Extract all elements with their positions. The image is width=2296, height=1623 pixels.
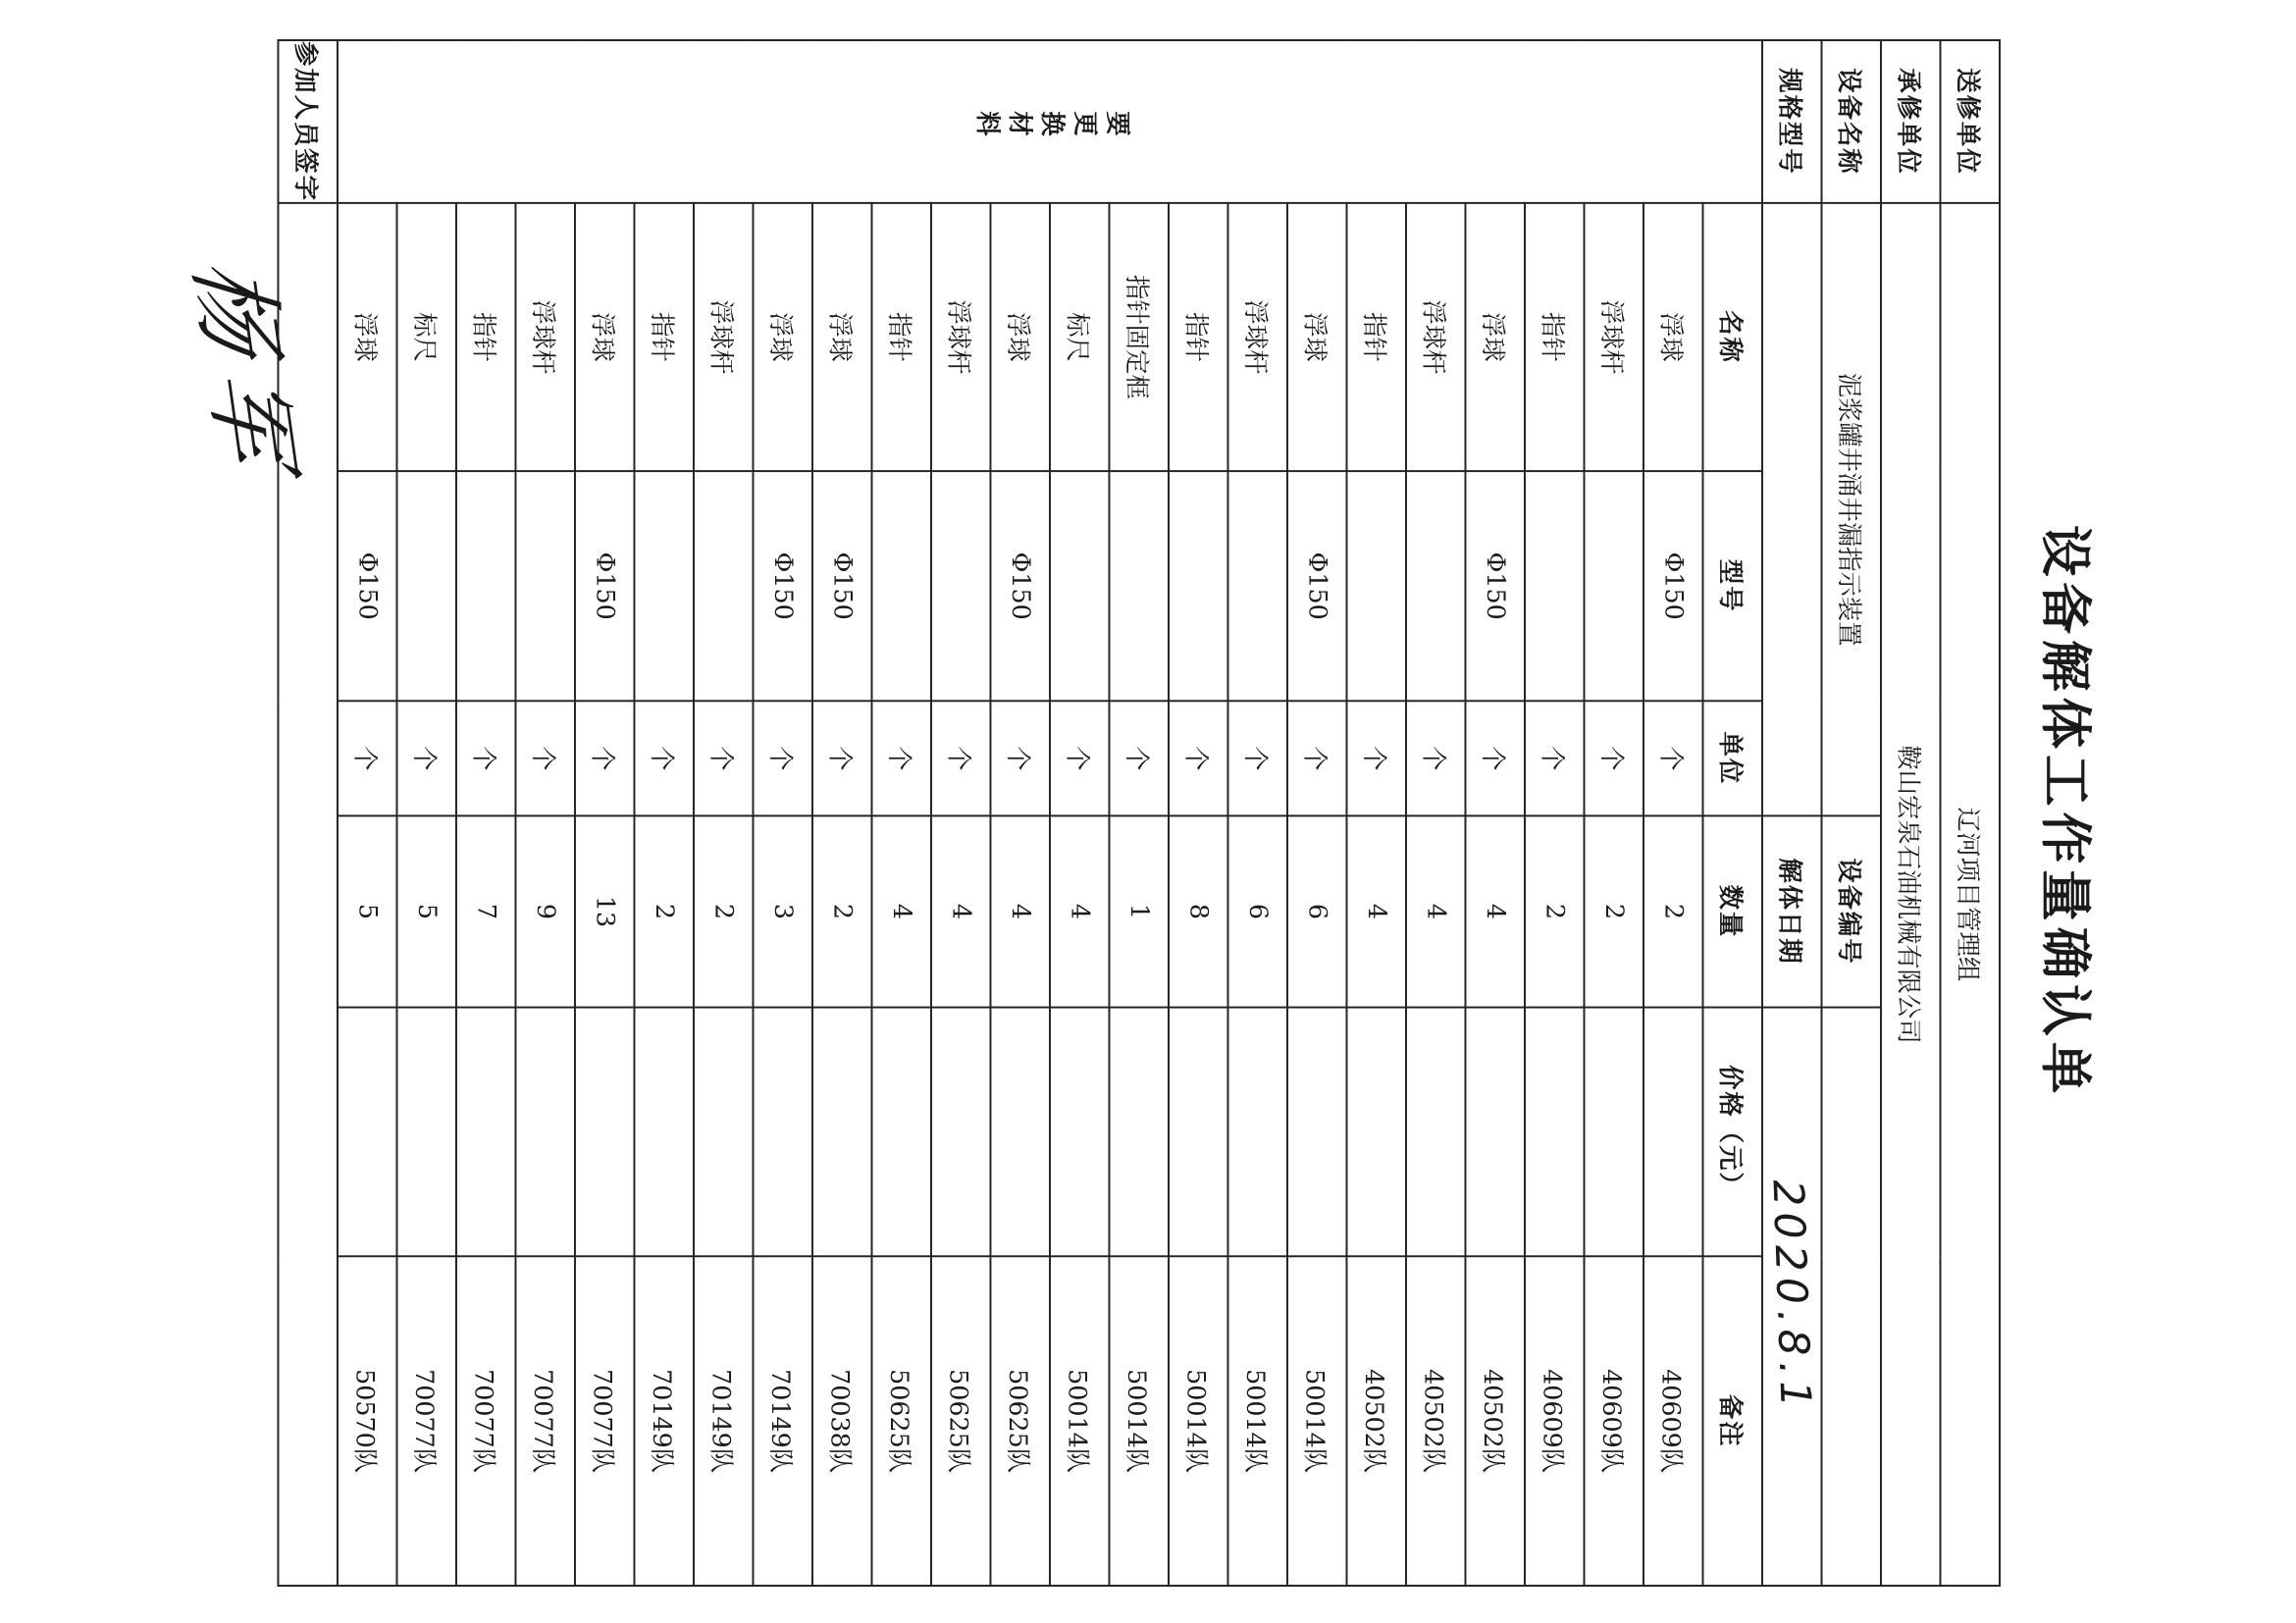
col-header-qty: 数量 xyxy=(1702,815,1762,1007)
material-row xyxy=(515,39,575,1585)
signature-label: 参加人员签字 xyxy=(278,39,338,202)
material-qty: 2 xyxy=(812,815,872,1007)
material-qty: 2 xyxy=(634,815,694,1007)
material-qty: 3 xyxy=(753,815,812,1007)
material-price xyxy=(1584,1007,1644,1256)
material-price xyxy=(456,1007,516,1256)
material-row xyxy=(1644,39,1703,1585)
row-sender xyxy=(1940,39,2000,1585)
material-unit: 个 xyxy=(456,701,516,815)
material-price xyxy=(1644,1007,1703,1256)
col-header-price: 价格（元） xyxy=(1702,1007,1762,1256)
signature-row xyxy=(278,39,338,1585)
material-row xyxy=(1050,39,1110,1585)
material-note: 40502队 xyxy=(1346,1256,1406,1586)
material-qty: 4 xyxy=(990,815,1050,1007)
material-name: 浮球 xyxy=(812,202,872,470)
material-price xyxy=(1050,1007,1110,1256)
material-price xyxy=(694,1007,754,1256)
material-model: Φ150 xyxy=(990,471,1050,701)
material-name: 浮球杆 xyxy=(1227,202,1287,470)
material-name: 指针固定框 xyxy=(1109,202,1169,470)
material-unit: 个 xyxy=(871,701,931,815)
material-note: 40502队 xyxy=(1406,1256,1466,1586)
material-note: 50014队 xyxy=(1287,1256,1347,1586)
material-note: 40609队 xyxy=(1584,1256,1644,1586)
material-model: Φ150 xyxy=(338,471,397,701)
material-row xyxy=(396,39,456,1585)
material-name: 浮球 xyxy=(753,202,812,470)
document-title: 设备解体工作量确认单 xyxy=(2035,524,2097,1099)
material-name: 浮球 xyxy=(1465,202,1525,470)
material-name: 指针 xyxy=(1169,202,1228,470)
material-name: 浮球 xyxy=(575,202,635,470)
material-model xyxy=(1050,471,1110,701)
material-qty: 2 xyxy=(1644,815,1703,1007)
material-price xyxy=(1287,1007,1347,1256)
material-row xyxy=(1584,39,1644,1585)
material-price xyxy=(931,1007,991,1256)
col-header-name: 名称 xyxy=(1702,202,1762,470)
material-price xyxy=(1109,1007,1169,1256)
material-model xyxy=(515,471,575,701)
material-price xyxy=(1169,1007,1228,1256)
materials-header-row xyxy=(1702,39,1762,1585)
material-qty: 4 xyxy=(871,815,931,1007)
material-name: 浮球杆 xyxy=(931,202,991,470)
col-header-note: 备注 xyxy=(1702,1256,1762,1586)
material-unit: 个 xyxy=(1644,701,1703,815)
material-price xyxy=(396,1007,456,1256)
material-row xyxy=(931,39,991,1585)
material-note: 70077队 xyxy=(515,1256,575,1586)
material-row xyxy=(1525,39,1585,1585)
sender-label: 送修单位 xyxy=(1940,39,2000,202)
material-note: 70149队 xyxy=(753,1256,812,1586)
material-qty: 4 xyxy=(1465,815,1525,1007)
material-note: 70077队 xyxy=(575,1256,635,1586)
material-row xyxy=(1169,39,1228,1585)
material-price xyxy=(1465,1007,1525,1256)
material-name: 指针 xyxy=(871,202,931,470)
material-qty: 1 xyxy=(1109,815,1169,1007)
material-name: 指针 xyxy=(1346,202,1406,470)
material-unit: 个 xyxy=(1050,701,1110,815)
material-name: 标尺 xyxy=(396,202,456,470)
material-qty: 2 xyxy=(1525,815,1585,1007)
material-unit: 个 xyxy=(1406,701,1466,815)
material-row xyxy=(753,39,812,1585)
material-name: 指针 xyxy=(1525,202,1585,470)
confirmation-table xyxy=(174,39,2000,1587)
material-model xyxy=(1346,471,1406,701)
material-note: 70149队 xyxy=(634,1256,694,1586)
material-model xyxy=(1406,471,1466,701)
material-unit: 个 xyxy=(1109,701,1169,815)
material-price xyxy=(990,1007,1050,1256)
material-model xyxy=(1584,471,1644,701)
material-qty: 8 xyxy=(1169,815,1228,1007)
material-unit: 个 xyxy=(753,701,812,815)
material-note: 70038队 xyxy=(812,1256,872,1586)
material-unit: 个 xyxy=(812,701,872,815)
material-model xyxy=(396,471,456,701)
material-name: 浮球 xyxy=(990,202,1050,470)
material-name: 标尺 xyxy=(1050,202,1110,470)
material-row xyxy=(1287,39,1347,1585)
material-note: 40502队 xyxy=(1465,1256,1525,1586)
handwritten-signature: 杨军 xyxy=(174,257,315,486)
material-price xyxy=(1227,1007,1287,1256)
material-name: 浮球杆 xyxy=(694,202,754,470)
material-note: 50014队 xyxy=(1109,1256,1169,1586)
material-name: 浮球杆 xyxy=(515,202,575,470)
material-model xyxy=(456,471,516,701)
device-name-value: 泥浆罐井涌井漏指示装置 xyxy=(1821,202,1881,815)
material-note: 70077队 xyxy=(456,1256,516,1586)
material-qty: 5 xyxy=(338,815,397,1007)
material-price xyxy=(1406,1007,1466,1256)
material-unit: 个 xyxy=(575,701,635,815)
material-qty: 4 xyxy=(931,815,991,1007)
material-model xyxy=(871,471,931,701)
document-form xyxy=(169,20,2127,1603)
row-spec xyxy=(1762,39,1822,1585)
material-note: 50570队 xyxy=(338,1256,397,1586)
material-model: Φ150 xyxy=(753,471,812,701)
material-model: Φ150 xyxy=(575,471,635,701)
material-row xyxy=(634,39,694,1585)
material-row xyxy=(1346,39,1406,1585)
material-model xyxy=(634,471,694,701)
material-note: 40609队 xyxy=(1525,1256,1585,1586)
material-row xyxy=(1406,39,1466,1585)
material-model xyxy=(694,471,754,701)
material-note: 50625队 xyxy=(931,1256,991,1586)
material-qty: 7 xyxy=(456,815,516,1007)
material-note: 50625队 xyxy=(871,1256,931,1586)
material-model xyxy=(931,471,991,701)
material-qty: 2 xyxy=(1584,815,1644,1007)
material-model xyxy=(1525,471,1585,701)
material-note: 40609队 xyxy=(1644,1256,1703,1586)
date-value xyxy=(1762,1007,1822,1585)
material-unit: 个 xyxy=(990,701,1050,815)
col-header-model: 型号 xyxy=(1702,471,1762,701)
device-name-label: 设备名称 xyxy=(1821,39,1881,202)
material-unit: 个 xyxy=(634,701,694,815)
date-label: 解体日期 xyxy=(1762,815,1822,1007)
material-name: 浮球 xyxy=(1644,202,1703,470)
material-model: Φ150 xyxy=(1644,471,1703,701)
material-model xyxy=(1109,471,1169,701)
material-name: 指针 xyxy=(456,202,516,470)
material-note: 70077队 xyxy=(396,1256,456,1586)
material-price xyxy=(1525,1007,1585,1256)
device-no-value xyxy=(1821,1007,1881,1585)
material-note: 70149队 xyxy=(694,1256,754,1586)
material-unit: 个 xyxy=(1346,701,1406,815)
material-qty: 5 xyxy=(396,815,456,1007)
material-unit: 个 xyxy=(694,701,754,815)
material-model: Φ150 xyxy=(1287,471,1347,701)
material-price xyxy=(338,1007,397,1256)
material-note: 50625队 xyxy=(990,1256,1050,1586)
material-row xyxy=(990,39,1050,1585)
material-model: Φ150 xyxy=(812,471,872,701)
device-no-label: 设备编号 xyxy=(1821,815,1881,1007)
row-device-name xyxy=(1821,39,1881,1585)
material-unit: 个 xyxy=(1287,701,1347,815)
material-row xyxy=(575,39,635,1585)
repair-label: 承修单位 xyxy=(1881,39,1941,202)
material-name: 浮球杆 xyxy=(1406,202,1466,470)
material-row xyxy=(1465,39,1525,1585)
material-row xyxy=(694,39,754,1585)
material-unit: 个 xyxy=(515,701,575,815)
material-row xyxy=(871,39,931,1585)
material-row xyxy=(812,39,872,1585)
materials-side-label: 要更换材料 xyxy=(338,39,1762,202)
material-name: 浮球 xyxy=(1287,202,1347,470)
row-repair xyxy=(1881,39,1941,1585)
spec-label: 规格型号 xyxy=(1762,39,1822,202)
material-qty: 4 xyxy=(1406,815,1466,1007)
material-unit: 个 xyxy=(1169,701,1228,815)
material-unit: 个 xyxy=(338,701,397,815)
handwritten-date: 2020.8.1 xyxy=(1763,1178,1821,1414)
sender-value: 辽河项目管理组 xyxy=(1940,202,2000,1585)
material-note: 50014队 xyxy=(1050,1256,1110,1586)
material-qty: 13 xyxy=(575,815,635,1007)
material-unit: 个 xyxy=(1227,701,1287,815)
material-unit: 个 xyxy=(1525,701,1585,815)
material-price xyxy=(1346,1007,1406,1256)
material-model xyxy=(1169,471,1228,701)
material-price xyxy=(812,1007,872,1256)
material-qty: 4 xyxy=(1346,815,1406,1007)
material-note: 50014队 xyxy=(1169,1256,1228,1586)
material-model xyxy=(1227,471,1287,701)
material-price xyxy=(575,1007,635,1256)
material-qty: 6 xyxy=(1227,815,1287,1007)
material-unit: 个 xyxy=(1584,701,1644,815)
material-qty: 6 xyxy=(1287,815,1347,1007)
material-row xyxy=(1227,39,1287,1585)
material-qty: 2 xyxy=(694,815,754,1007)
material-qty: 9 xyxy=(515,815,575,1007)
material-model: Φ150 xyxy=(1465,471,1525,701)
material-note: 50014队 xyxy=(1227,1256,1287,1586)
material-row xyxy=(338,39,397,1585)
spec-value xyxy=(1762,202,1822,815)
material-price xyxy=(753,1007,812,1256)
repair-value: 鞍山宏泉石油机械有限公司 xyxy=(1881,202,1941,1585)
material-name: 指针 xyxy=(634,202,694,470)
material-name: 浮球杆 xyxy=(1584,202,1644,470)
material-unit: 个 xyxy=(1465,701,1525,815)
material-price xyxy=(634,1007,694,1256)
col-header-unit: 单位 xyxy=(1702,701,1762,815)
material-row xyxy=(1109,39,1169,1585)
signature-cell xyxy=(174,202,338,1585)
material-row xyxy=(456,39,516,1585)
material-unit: 个 xyxy=(931,701,991,815)
material-unit: 个 xyxy=(396,701,456,815)
material-price xyxy=(515,1007,575,1256)
material-price xyxy=(871,1007,931,1256)
material-name: 浮球 xyxy=(338,202,397,470)
material-qty: 4 xyxy=(1050,815,1110,1007)
